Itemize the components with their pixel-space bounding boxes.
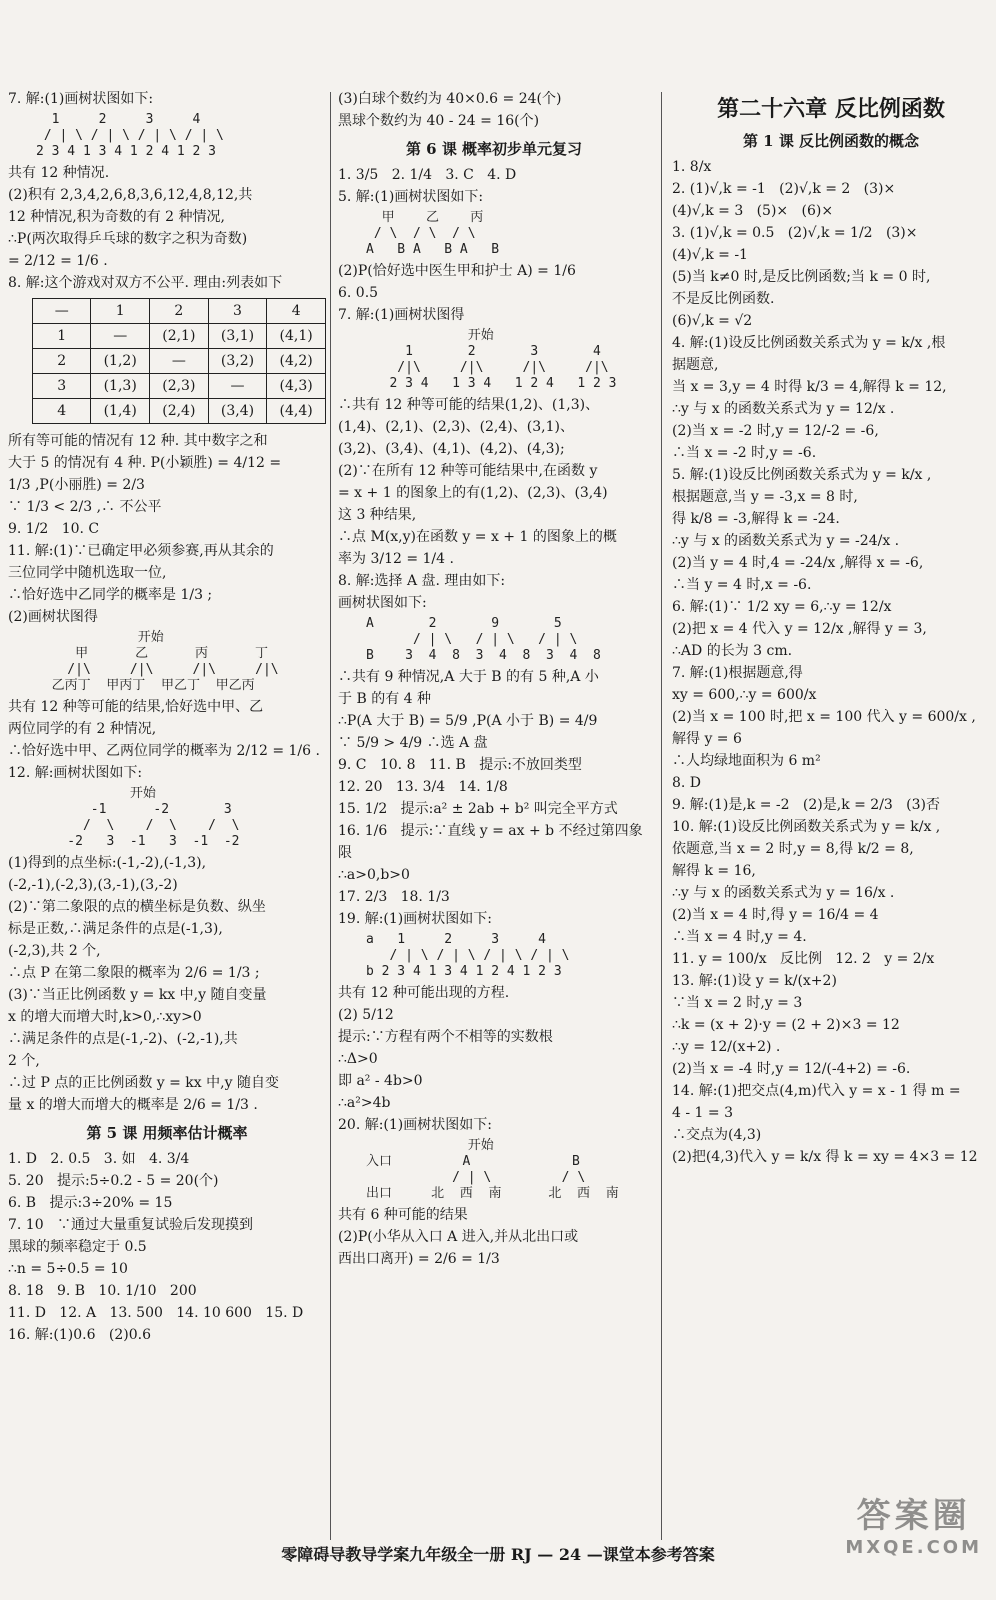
answer-line: ∴满足条件的点是(-1,-2)、(-2,-1),共	[8, 1031, 238, 1047]
answer-line: ∴过 P 点的正比例函数 y = kx 中,y 随自变	[8, 1075, 279, 1091]
answer-line: 率为 3/12 = 1/4 .	[338, 551, 454, 567]
answer-line: (3)白球个数约为 40×0.6 = 24(个)	[338, 91, 562, 107]
answer-line: 共有 6 种可能的结果	[338, 1207, 468, 1223]
column-divider	[330, 92, 331, 1540]
answer-line: 提示:∵方程有两个不相等的实数根	[338, 1029, 553, 1045]
table-cell: (2,4)	[150, 399, 209, 424]
answer-line: 5. 解:(1)画树状图如下:	[338, 189, 484, 205]
answer-line: (3)∵当正比例函数 y = kx 中,y 随自变量	[8, 987, 267, 1003]
column-right	[672, 88, 990, 1168]
answer-line: 解得 y = 6	[672, 731, 742, 747]
answer-line: (1)得到的点坐标:(-1,-2),(-1,3),	[8, 855, 207, 871]
answer-line: 6. 解:(1)∵ 1/2 xy = 6,∴y = 12/x	[672, 599, 892, 615]
answer-line: ∴共有 12 种等可能的结果(1,2)、(1,3)、	[338, 397, 600, 413]
answer-line: (2)画树状图得	[8, 609, 98, 625]
answer-line: 限	[338, 845, 352, 861]
answer-line: 1. 8/x	[672, 159, 712, 175]
answer-line: ∴点 P 在第二象限的概率为 2/6 = 1/3 ;	[8, 965, 260, 981]
answer-line: 5. 解:(1)设反比例函数关系式为 y = k/x ,	[672, 467, 932, 483]
column-left	[8, 88, 326, 1346]
answer-line: (5)当 k≠0 时,是反比例函数;当 k = 0 时,	[672, 269, 931, 285]
answer-line: 19. 解:(1)画树状图如下:	[338, 911, 492, 927]
answer-line: ∴Δ>0	[338, 1051, 378, 1067]
answer-line: = x + 1 的图象上的有(1,2)、(2,3)、(3,4)	[338, 485, 608, 501]
answer-line: ∴共有 9 种情况,A 大于 B 的有 5 种,A 小	[338, 669, 599, 685]
answer-line: xy = 600,∴y = 600/x	[672, 687, 817, 703]
answer-line: 12. 解:画树状图如下:	[8, 765, 143, 781]
answer-line: 6. B 提示:3÷20% = 15	[8, 1195, 173, 1211]
answer-line: ∴P(A 大于 B) = 5/9 ,P(A 小于 B) = 4/9	[338, 713, 598, 729]
answer-line: ∴人均绿地面积为 6 m²	[672, 753, 821, 769]
answer-line: ∴y 与 x 的函数关系式为 y = -24/x .	[672, 533, 900, 549]
answer-line: 7. 10 ∵通过大量重复试验后发现摸到	[8, 1217, 253, 1233]
table-cell: (2,3)	[150, 374, 209, 399]
answer-line: 8. 解:选择 A 盘. 理由如下:	[338, 573, 506, 589]
answer-line: ∴恰好选中乙同学的概率是 1/3 ;	[8, 587, 213, 603]
answer-line: (2)∵第二象限的点的横坐标是负数、纵坐	[8, 899, 266, 915]
answer-line: 两位同学的有 2 种情况,	[8, 721, 157, 737]
answer-line: 14. 解:(1)把交点(4,m)代入 y = x - 1 得 m =	[672, 1083, 961, 1099]
answer-line: 黑球个数约为 40 - 24 = 16(个)	[338, 113, 540, 129]
answer-line: (-2,-1),(-2,3),(3,-1),(3,-2)	[8, 877, 178, 893]
section-title: 第 6 课 概率初步单元复习	[405, 140, 583, 158]
answer-line: ∴a>0,b>0	[338, 867, 410, 883]
answer-line: 4 - 1 = 3	[672, 1105, 733, 1121]
tree-diagram: a 1 2 3 4 / | \ / | \ / | \ / | \ b 2 3 4 1 3 4 1 2 4 1 2 3	[366, 932, 570, 979]
table-cell: (1,4)	[91, 399, 150, 424]
answer-line: (4)√,k = 3 (5)× (6)×	[672, 203, 834, 219]
tree-diagram: A 2 9 5 / | \ / | \ / | \ B 3 4 8 3 4 8 3 4 8	[366, 616, 601, 663]
tree-diagram: 开始 1 2 3 4 /|\ /|\ /|\ /|\ 2 3 4 1 3 4 1 2 4 1 2 3	[389, 328, 617, 391]
table-row	[33, 399, 326, 424]
answer-line: ∴当 x = 4 时,y = 4.	[672, 929, 807, 945]
table-cell: (3,2)	[208, 349, 267, 374]
answer-line: ∴当 x = -2 时,y = -6.	[672, 445, 817, 461]
answer-line: 标是正数,∴满足条件的点是(-1,3),	[8, 921, 223, 937]
table-cell: (4,2)	[267, 349, 326, 374]
answer-line: 17. 2/3 18. 1/3	[338, 889, 450, 905]
answer-line: (2)当 x = 4 时,得 y = 16/4 = 4	[672, 907, 879, 923]
table-row	[33, 324, 326, 349]
answer-line: 量 x 的增大而增大的概率是 2/6 = 1/3 .	[8, 1097, 258, 1113]
table-cell: —	[33, 299, 91, 324]
answer-line: 大于 5 的情况有 4 种. P(小颖胜) = 4/12 =	[8, 455, 282, 471]
answer-line: ∴P(两次取得乒乓球的数字之积为奇数)	[8, 231, 248, 247]
answer-line: 西出口离开) = 2/6 = 1/3	[338, 1251, 500, 1267]
answer-line: 5. 20 提示:5÷0.2 - 5 = 20(个)	[8, 1173, 219, 1189]
answer-line: ∴点 M(x,y)在函数 y = x + 1 的图象上的概	[338, 529, 617, 545]
answer-line: 共有 12 种情况.	[8, 165, 110, 181]
answer-line: ∵ 1/3 < 2/3 ,∴ 不公平	[8, 499, 162, 515]
answer-line: 9. 1/2 10. C	[8, 521, 100, 537]
answer-line: 1/3 ,P(小丽胜) = 2/3	[8, 477, 145, 493]
answer-line: (2)当 x = 100 时,把 x = 100 代入 y = 600/x ,	[672, 709, 976, 725]
answer-line: 8. 18 9. B 10. 1/10 200	[8, 1283, 197, 1299]
answer-line: 2. (1)√,k = -1 (2)√,k = 2 (3)×	[672, 181, 896, 197]
answer-line: ∴k = (x + 2)·y = (2 + 2)×3 = 12	[672, 1017, 900, 1033]
answer-line: ∴y 与 x 的函数关系式为 y = 16/x .	[672, 885, 895, 901]
answer-line: (3,2)、(3,4)、(4,1)、(4,2)、(4,3);	[338, 441, 565, 457]
answer-line: ∴a²>4b	[338, 1095, 391, 1111]
answer-line: 8. 解:这个游戏对双方不公平. 理由:列表如下	[8, 275, 283, 291]
answer-line: (2)当 x = -2 时,y = 12/-2 = -6,	[672, 423, 879, 439]
answer-line: 11. 解:(1)∵已确定甲必须参赛,再从其余的	[8, 543, 274, 559]
watermark-main-text: 答案圈	[856, 1496, 971, 1536]
answer-line: ∴AD 的长为 3 cm.	[672, 643, 793, 659]
tree-diagram: 开始 入口 A B / | \ / \ 出口 北 西 南 北 西 南	[366, 1138, 619, 1201]
table-cell: —	[91, 324, 150, 349]
answer-line: x 的增大而增大时,k>0,∴xy>0	[8, 1009, 202, 1025]
answer-line: (2)当 y = 4 时,4 = -24/x ,解得 x = -6,	[672, 555, 924, 571]
answer-line: 这 3 种结果,	[338, 507, 417, 523]
answer-line: 4. 解:(1)设反比例函数关系式为 y = k/x ,根	[672, 335, 946, 351]
table-cell: —	[150, 349, 209, 374]
outcome-table	[32, 298, 326, 424]
table-cell: (1,3)	[91, 374, 150, 399]
table-cell: —	[208, 374, 267, 399]
answer-line: 13. 解:(1)设 y = k/(x+2)	[672, 973, 837, 989]
table-cell: (4,3)	[267, 374, 326, 399]
answer-line: (2)把(4,3)代入 y = k/x 得 k = xy = 4×3 = 12	[672, 1149, 978, 1165]
answer-line: 2 个,	[8, 1053, 40, 1069]
answer-line: 即 a² - 4b>0	[338, 1073, 423, 1089]
tree-diagram: 甲 乙 丙 / \ / \ / \ A B A B A B	[366, 210, 500, 257]
answer-line: 12. 20 13. 3/4 14. 1/8	[338, 779, 508, 795]
answer-line: 解得 k = 16,	[672, 863, 756, 879]
answer-line: 共有 12 种等可能的结果,恰好选中甲、乙	[8, 699, 264, 715]
table-cell: 3	[33, 374, 91, 399]
answer-line: (6)√,k = √2	[672, 313, 753, 329]
watermark-url-text: MXQE.COM	[845, 1537, 982, 1558]
answer-line: 三位同学中随机选取一位,	[8, 565, 167, 581]
tree-diagram: 开始 -1 -2 3 / \ / \ / \ -2 3 -1 3 -1 -2	[67, 786, 240, 849]
answer-line: 12 种情况,积为奇数的有 2 种情况,	[8, 209, 225, 225]
answer-line: 不是反比例函数.	[672, 291, 775, 307]
table-cell: 2	[33, 349, 91, 374]
answer-line: 得 k/8 = -3,解得 k = -24.	[672, 511, 840, 527]
table-cell: (1,2)	[91, 349, 150, 374]
answer-line: (-2,3),共 2 个,	[8, 943, 101, 959]
table-cell: 4	[267, 299, 326, 324]
answer-line: 16. 1/6 提示:∵直线 y = ax + b 不经过第四象	[338, 823, 643, 839]
answer-line: (2) 5/12	[338, 1007, 394, 1023]
table-cell: (4,1)	[267, 324, 326, 349]
answer-line: 据题意,	[672, 357, 719, 373]
answer-line: ∴当 y = 4 时,x = -6.	[672, 577, 812, 593]
answer-line: ∴y = 12/(x+2) .	[672, 1039, 781, 1055]
tree-diagram: 1 2 3 4 / | \ / | \ / | \ / | \ 2 3 4 1 3 4 1 2 4 1 2 3	[36, 112, 224, 159]
answer-line: 9. 解:(1)是,k = -2 (2)是,k = 2/3 (3)否	[672, 797, 941, 813]
table-cell: 4	[33, 399, 91, 424]
answer-line: 10. 解:(1)设反比例函数关系式为 y = k/x ,	[672, 819, 941, 835]
answer-line: 所有等可能的情况有 12 种. 其中数字之和	[8, 433, 268, 449]
answer-line: 黑球的频率稳定于 0.5	[8, 1239, 147, 1255]
answer-line: (2)∵在所有 12 种等可能结果中,在函数 y	[338, 463, 598, 479]
answer-line: (1,4)、(2,1)、(2,3)、(2,4)、(3,1)、	[338, 419, 574, 435]
answer-line: 于 B 的有 4 种	[338, 691, 431, 707]
watermark-logo	[845, 1488, 982, 1558]
answer-line: ∴恰好选中甲、乙两位同学的概率为 2/12 = 1/6 .	[8, 743, 320, 759]
answer-line: 20. 解:(1)画树状图如下:	[338, 1117, 492, 1133]
answer-line: 11. y = 100/x 反比例 12. 2 y = 2/x	[672, 951, 935, 967]
table-row	[33, 349, 326, 374]
column-middle	[338, 88, 650, 1270]
answer-line: 共有 12 种可能出现的方程.	[338, 985, 510, 1001]
answer-line: 7. 解:(1)画树状图得	[338, 307, 465, 323]
answer-line: 1. 3/5 2. 1/4 3. C 4. D	[338, 167, 517, 183]
answer-line: 15. 1/2 提示:a² ± 2ab + b² 叫完全平方式	[338, 801, 618, 817]
answer-line: (2)把 x = 4 代入 y = 12/x ,解得 y = 3,	[672, 621, 927, 637]
section-title: 第 1 课 反比例函数的概念	[742, 132, 920, 150]
answer-line: 7. 解:(1)画树状图如下:	[8, 91, 154, 107]
answer-line: (2)当 x = -4 时,y = 12/(-4+2) = -6.	[672, 1061, 911, 1077]
table-cell: (2,1)	[150, 324, 209, 349]
answer-line: 依题意,当 x = 2 时,y = 8,得 k/2 = 8,	[672, 841, 914, 857]
answer-line: 8. D	[672, 775, 702, 791]
answer-line: 6. 0.5	[338, 285, 379, 301]
answer-line: 根据题意,当 y = -3,x = 8 时,	[672, 489, 858, 505]
answer-line: (2)积有 2,3,4,2,6,8,3,6,12,4,8,12,共	[8, 187, 253, 203]
answer-line: 当 x = 3,y = 4 时得 k/3 = 4,解得 k = 12,	[672, 379, 947, 395]
tree-diagram: 开始 甲 乙 丙 丁 /|\ /|\ /|\ /|\ 乙丙丁 甲丙丁 甲乙丁 甲乙丙	[51, 630, 279, 693]
chapter-title: 第二十六章 反比例函数	[717, 96, 945, 122]
answer-line: ∴交点为(4,3)	[672, 1127, 762, 1143]
table-cell: 1	[33, 324, 91, 349]
answer-line: 7. 解:(1)根据题意,得	[672, 665, 803, 681]
page-footer: 零障碍导教导学案九年级全一册 RJ — 24 —课堂本参考答案	[281, 1545, 715, 1564]
answer-line: (2)P(恰好选中医生甲和护士 A) = 1/6	[338, 263, 576, 279]
table-cell: (4,4)	[267, 399, 326, 424]
table-cell: 3	[208, 299, 267, 324]
answer-line: 11. D 12. A 13. 500 14. 10 600 15. D	[8, 1305, 304, 1321]
answer-line: 1. D 2. 0.5 3. 如 4. 3/4	[8, 1151, 190, 1167]
answer-line: = 2/12 = 1/6 .	[8, 253, 108, 269]
answer-line: ∴n = 5÷0.5 = 10	[8, 1261, 128, 1277]
answer-line: ∵ 5/9 > 4/9 ∴选 A 盘	[338, 735, 488, 751]
table-row	[33, 374, 326, 399]
answer-line: (2)P(小华从入口 A 进入,并从北出口或	[338, 1229, 579, 1245]
answer-line: ∴y 与 x 的函数关系式为 y = 12/x .	[672, 401, 895, 417]
answer-line: 画树状图如下:	[338, 595, 427, 611]
answer-line: (4)√,k = -1	[672, 247, 748, 263]
section-title: 第 5 课 用频率估计概率	[86, 1124, 248, 1142]
column-divider	[661, 92, 662, 1540]
table-cell: 1	[91, 299, 150, 324]
table-cell: 2	[150, 299, 209, 324]
table-cell: (3,4)	[208, 399, 267, 424]
answer-line: 3. (1)√,k = 0.5 (2)√,k = 1/2 (3)×	[672, 225, 918, 241]
table-cell: (3,1)	[208, 324, 267, 349]
table-row	[33, 299, 326, 324]
answer-line: 9. C 10. 8 11. B 提示:不放回类型	[338, 757, 582, 773]
answer-line: ∵当 x = 2 时,y = 3	[672, 995, 803, 1011]
answer-line: 16. 解:(1)0.6 (2)0.6	[8, 1327, 151, 1343]
